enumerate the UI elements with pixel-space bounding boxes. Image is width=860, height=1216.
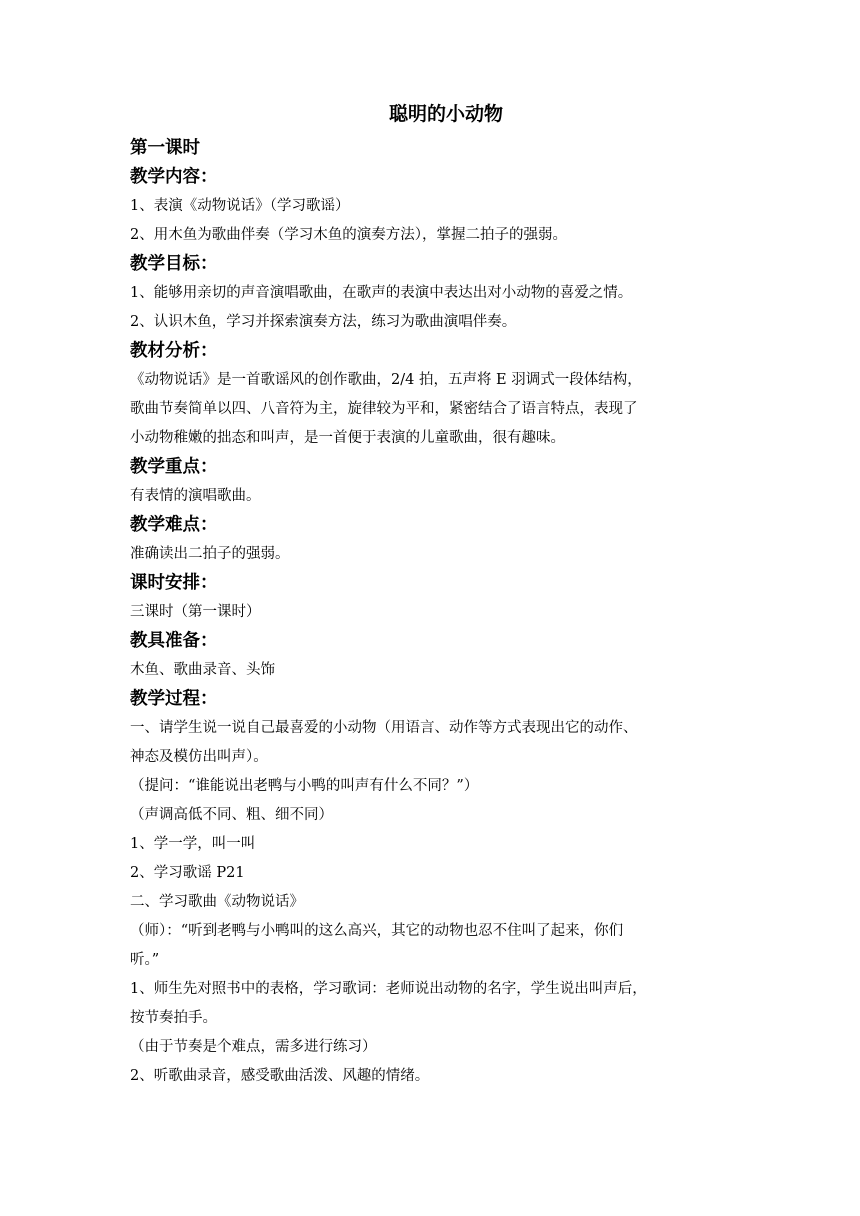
analysis-paragraph xyxy=(130,366,740,453)
process-step2-item2: 2、听歌曲录音，感受歌曲活泼、风趣的情绪。 xyxy=(130,1068,430,1084)
process-step1-intro xyxy=(130,714,740,772)
process-step2-title: 二、学习歌曲《动物说话》 xyxy=(130,894,304,910)
content-item: 2、用木鱼为歌曲伴奏（学习木鱼的演奏方法），掌握二拍子的强弱。 xyxy=(130,227,567,243)
content-item: 1、表演《动物说话》（学习歌谣） xyxy=(130,198,350,214)
analysis-line: 小动物稚嫩的拙态和叫声，是一首便于表演的儿童歌曲，很有趣味。 xyxy=(130,430,565,446)
process-line: 一、请学生说一说自己最喜爱的小动物（用语言、动作等方式表现出它的动作、 xyxy=(130,720,638,736)
process-line: 神态及模仿出叫声）。 xyxy=(130,749,268,765)
key-heading: 教学重点： xyxy=(130,457,218,477)
process-step1-answer: （声调高低不同、粗、细不同） xyxy=(130,807,333,823)
content-heading: 教学内容： xyxy=(130,167,218,187)
key-text: 有表情的演唱歌曲。 xyxy=(130,488,261,504)
analysis-heading: 教材分析： xyxy=(130,341,218,361)
goals-heading: 教学目标： xyxy=(130,254,218,274)
document-page xyxy=(130,100,740,1091)
tools-heading: 教具准备： xyxy=(130,631,218,651)
process-step1-item: 2、学习歌谣 P21 xyxy=(130,865,245,881)
difficulty-text: 准确读出二拍子的强弱。 xyxy=(130,546,290,562)
goals-item: 1、能够用亲切的声音演唱歌曲，在歌声的表演中表达出对小动物的喜爱之情。 xyxy=(130,285,633,301)
tools-text: 木鱼、歌曲录音、头饰 xyxy=(130,662,275,678)
schedule-heading: 课时安排： xyxy=(130,573,218,593)
document-title: 聪明的小动物 xyxy=(388,103,503,125)
analysis-line: 《动物说话》是一首歌谣风的创作歌曲，2/4 拍，五声将 E 羽调式一段体结构， xyxy=(130,372,642,388)
process-line: （师）：“听到老鸭与小鸭叫的这么高兴，其它的动物也忍不住叫了起来，你们 xyxy=(130,923,624,939)
process-heading: 教学过程： xyxy=(130,689,218,709)
schedule-text: 三课时（第一课时） xyxy=(130,604,261,620)
process-step2-note: （由于节奏是个难点，需多进行练习） xyxy=(130,1039,377,1055)
process-step2-item1 xyxy=(130,975,740,1033)
process-line: 听。” xyxy=(130,952,160,968)
process-step2-teacher xyxy=(130,917,740,975)
difficulty-heading: 教学难点： xyxy=(130,515,218,535)
goals-item: 2、认识木鱼，学习并探索演奏方法，练习为歌曲演唱伴奏。 xyxy=(130,314,517,330)
process-step1-question: （提问：“谁能说出老鸭与小鸭的叫声有什么不同？”） xyxy=(130,778,479,794)
process-line: 按节奏拍手。 xyxy=(130,1010,217,1026)
analysis-line: 歌曲节奏简单以四、八音符为主，旋律较为平和，紧密结合了语言特点，表现了 xyxy=(130,401,638,417)
process-step1-item: 1、学一学，叫一叫 xyxy=(130,836,256,852)
lesson-heading: 第一课时 xyxy=(130,138,200,158)
process-line: 1、师生先对照书中的表格，学习歌词：老师说出动物的名字，学生说出叫声后， xyxy=(130,981,647,997)
